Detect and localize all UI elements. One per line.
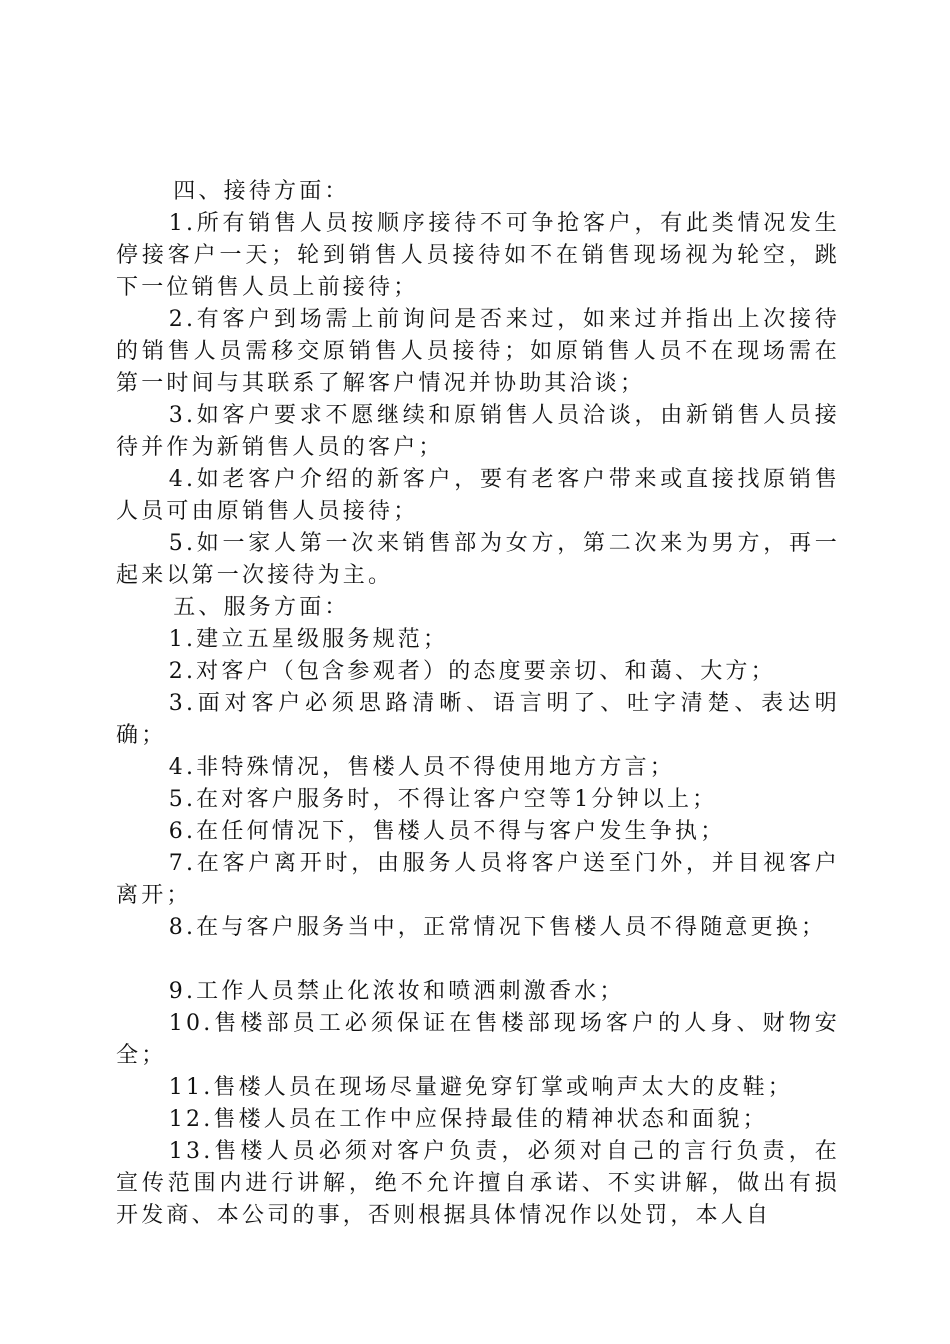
service-rule-12: 12.售楼人员在工作中应保持最佳的精神状态和面貌； [168,1107,768,1132]
service-rule-6: 6.在任何情况下，售楼人员不得与客户发生争执； [168,819,726,844]
service-rule-10: 10.售楼部员工必须保证在售楼部现场客户的人身、财物安全； [116,1011,840,1068]
reception-rule-2: 2.有客户到场需上前询问是否来过，如来过并指出上次接待的销售人员需移交原销售人员接待；如原销售人员不在现场需在第一时间与其联系了解客户情况并协助其洽谈； [116,307,840,396]
service-rule-1: 1.建立五星级服务规范； [168,627,449,652]
service-rule-4: 4.非特殊情况，售楼人员不得使用地方方言； [168,755,675,780]
reception-rule-1: 1.所有销售人员按顺序接待不可争抢客户，有此类情况发生停接客户一天；轮到销售人员接待如不在销售现场视为轮空，跳下一位销售人员上前接待； [116,211,840,300]
reception-rule-3: 3.如客户要求不愿继续和原销售人员洽谈，由新销售人员接待并作为新销售人员的客户； [116,403,840,460]
section-heading-service: 五、服务方面： [173,595,350,620]
service-rule-13: 13.售楼人员必须对客户负责，必须对自己的言行负责，在宣传范围内进行讲解，绝不允许擅自承诺、不实讲解，做出有损开发商、本公司的事，否则根据具体情况作以处罚，本人自 [116,1139,840,1228]
service-rule-9: 9.工作人员禁止化浓妆和喷洒刺激香水； [168,979,625,1004]
reception-rule-4: 4.如老客户介绍的新客户，要有老客户带来或直接找原销售人员可由原销售人员接待； [116,467,840,524]
service-rule-2: 2.对客户（包含参观者）的态度要亲切、和蔼、大方； [168,659,776,684]
paragraph-gap [116,944,840,976]
document-body [116,176,840,1232]
section-heading-reception: 四、接待方面： [173,179,350,204]
service-rule-3: 3.面对客户必须思路清晰、语言明了、吐字清楚、表达明确； [116,691,840,748]
service-rule-7: 7.在客户离开时，由服务人员将客户送至门外，并目视客户离开； [116,851,840,908]
service-rule-5: 5.在对客户服务时，不得让客户空等1分钟以上； [168,787,718,812]
service-rule-11: 11.售楼人员在现场尽量避免穿钉掌或响声太大的皮鞋； [168,1075,793,1100]
service-rule-8: 8.在与客户服务当中，正常情况下售楼人员不得随意更换； [168,915,827,940]
reception-rule-5: 5.如一家人第一次来销售部为女方，第二次来为男方，再一起来以第一次接待为主。 [116,531,840,588]
